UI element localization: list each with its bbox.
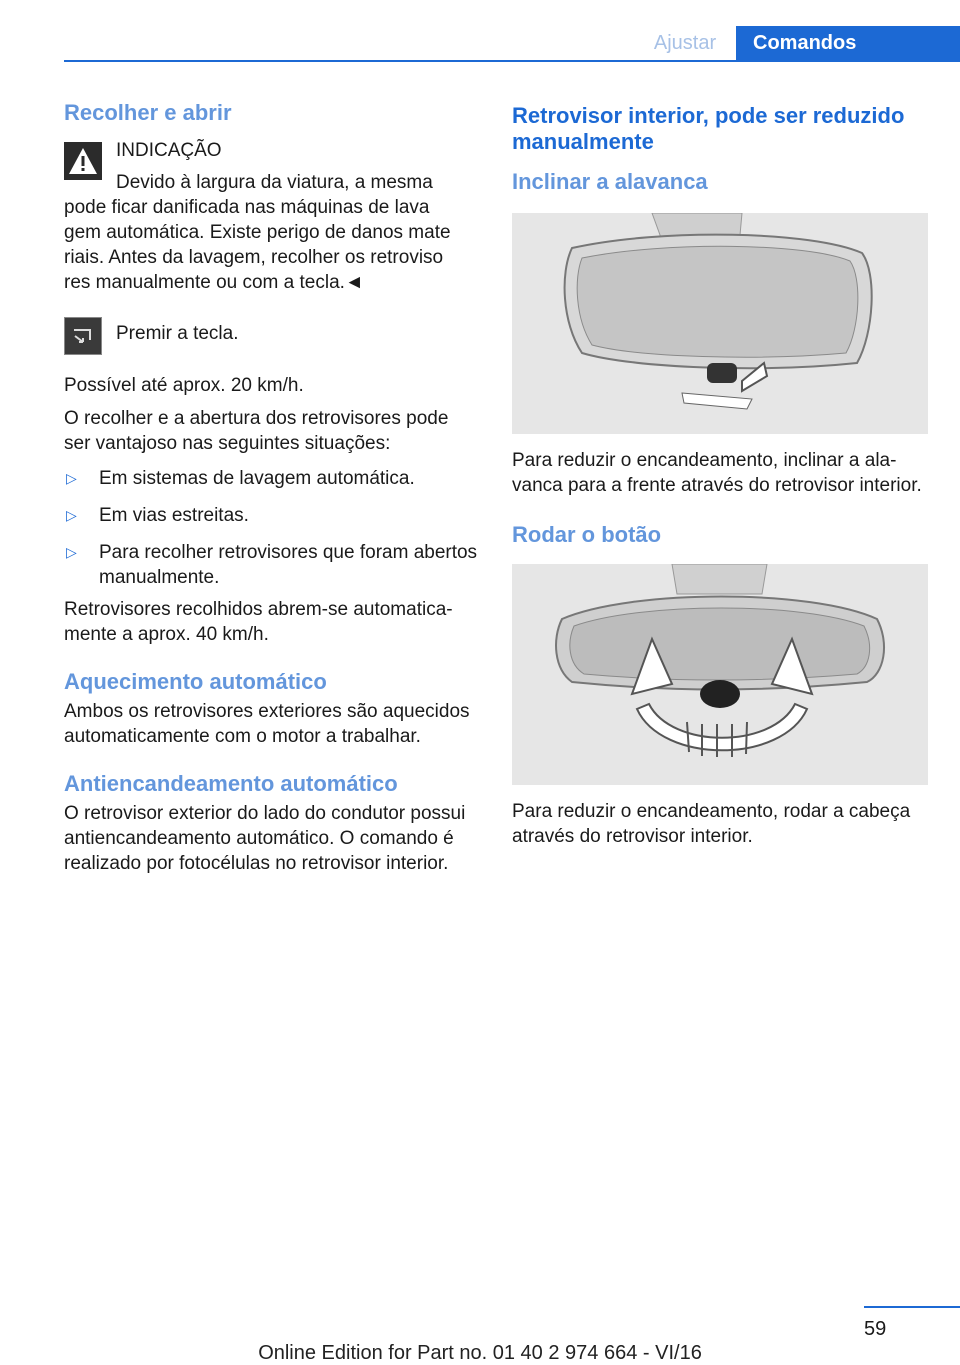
warning-icon — [64, 142, 102, 180]
p-antiencandeamento: O retrovisor exterior do lado do condutor possui antiencandeamento automático. O comando é realizado por fotocélulas no retrovisor interior. — [64, 803, 466, 874]
dial-mirror-image — [512, 564, 928, 785]
heading-inclinar: Inclinar a alavanca — [512, 169, 708, 194]
bullet-triangle-icon: ▷ — [66, 507, 77, 523]
header-rule — [64, 60, 960, 62]
p-recolhidos: Retrovisores recolhidos abrem-se automaticamente a aprox. 40 km/h. — [64, 599, 453, 645]
notice-label: INDICAÇÃO — [116, 140, 222, 161]
tab-ajustar[interactable]: Ajustar — [653, 32, 717, 54]
heading-antiencandeamento: Antiencandeamento automático — [64, 771, 398, 796]
p-recolher: O recolher e a abertura dos retrovisores pode ser vantajoso nas seguintes situações: — [64, 408, 449, 454]
notice-first-line: Devido à largura da viatura, a mesma — [116, 172, 433, 193]
bullet-triangle-icon: ▷ — [66, 470, 77, 486]
notice-continuation: pode ficar danificada nas máquinas de lava gem automática. Existe perigo de danos mate riais. Antes da lavagem, recolher os retroviso res manualmente ou com a tecla.◄ — [64, 197, 451, 293]
lever-mirror-image — [512, 213, 928, 434]
p-rodar: Para reduzir o encandeamento, rodar a cabeça através do retrovisor interior. — [512, 801, 911, 847]
edition-footer: Online Edition for Part no. 01 40 2 974 664 - VI/16 — [258, 1342, 702, 1364]
mirror-fold-button-icon — [64, 317, 102, 355]
p-aquecimento: Ambos os retrovisores exteriores são aquecidos automaticamente com o motor a trabalhar. — [64, 701, 470, 747]
left-column — [64, 100, 480, 876]
p-inclinar: Para reduzir o encandeamento, inclinar a alavanca para a frente através do retrovisor interior. — [512, 450, 922, 496]
heading-retrovisor: Retrovisor interior, pode ser reduzido manualmente — [512, 103, 905, 154]
right-column — [512, 100, 928, 849]
tab-comandos[interactable]: Comandos — [736, 26, 960, 62]
heading-rodar: Rodar o botão — [512, 522, 662, 547]
list-item: ▷ Em vias estreitas. — [66, 505, 249, 526]
heading-aquecimento: Aquecimento automático — [64, 669, 327, 694]
press-key-row — [64, 317, 480, 359]
page-number: 59 — [864, 1318, 887, 1340]
situations-list — [64, 466, 480, 590]
heading-recolher: Recolher e abrir — [64, 100, 232, 125]
bullet-triangle-icon: ▷ — [66, 544, 77, 560]
footer-rule — [864, 1306, 960, 1308]
list-item: ▷ Em sistemas de lavagem automática. — [66, 468, 415, 489]
press-key-text: Premir a tecla. — [116, 323, 239, 344]
notice-block — [64, 138, 480, 195]
list-item: ▷ Para recolher retrovisores que foram abertos manualmente. — [66, 542, 478, 588]
p-possivel: Possível até aprox. 20 km/h. — [64, 375, 304, 396]
